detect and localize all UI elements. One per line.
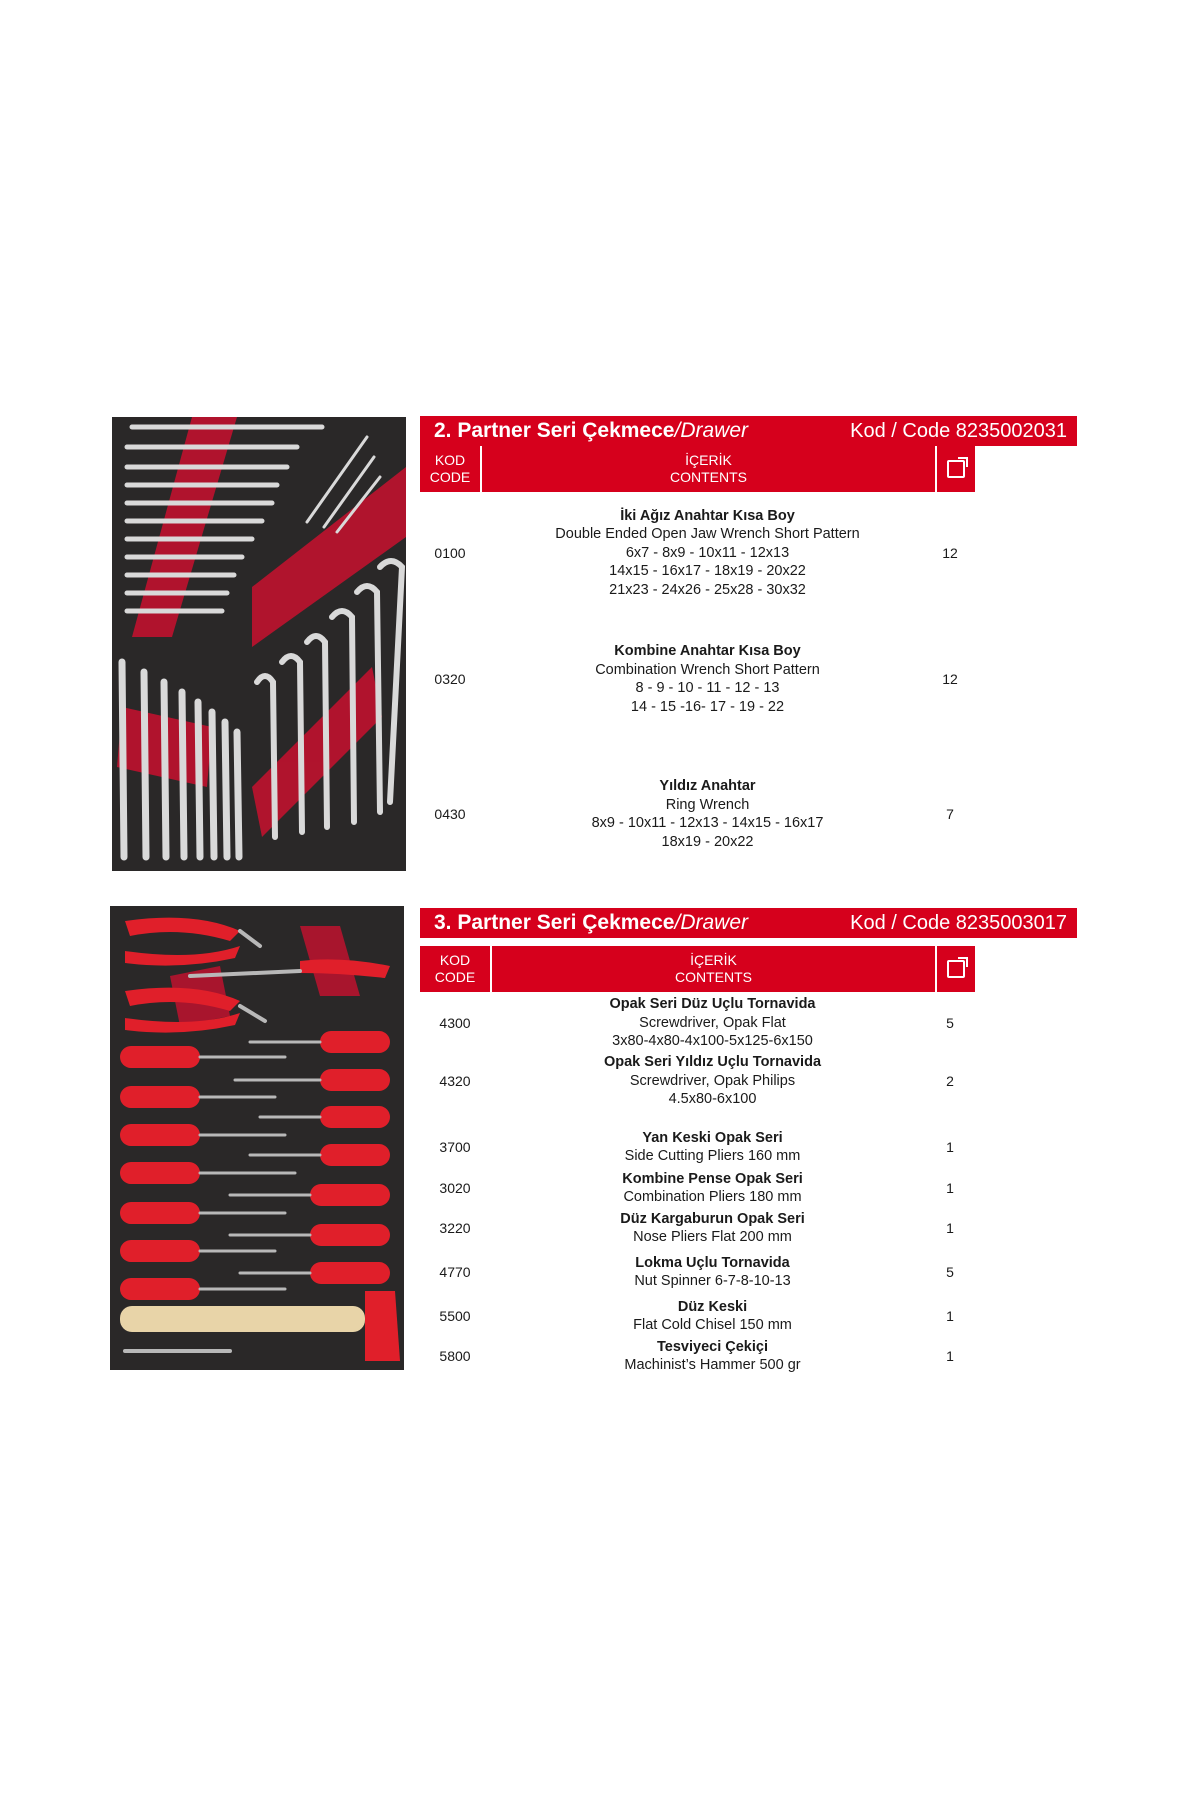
drawer-3-photo (110, 906, 404, 1370)
pliers-screwdrivers-illustration (110, 906, 404, 1370)
item-code: 3220 (439, 1220, 471, 1236)
item-sizes: 8 - 9 - 10 - 11 - 12 - 13 (635, 680, 780, 696)
item-name: Tesviyeci Çekiçi (657, 1338, 768, 1355)
item-description: Flat Cold Chisel 150 mm (633, 1317, 792, 1333)
table-row (420, 505, 965, 601)
item-code: 5500 (439, 1308, 471, 1324)
item-description: Ring Wrench (665, 796, 750, 813)
item-sizes: 3x80-4x80-4x100-5x125-6x150 (612, 1033, 813, 1050)
item-description: Side Cutting Pliers 160 mm (624, 1148, 801, 1164)
item-contents (480, 507, 935, 600)
drawer-2-code: Kod / Code 8235002031 (850, 419, 1067, 442)
item-name: Opak Seri Düz Uçlu Tornavida (609, 996, 816, 1013)
item-name: Düz Keski (677, 1298, 748, 1315)
item-code: 3020 (439, 1180, 471, 1196)
table-row (420, 1296, 965, 1336)
item-description: Machinist’s Hammer 500 gr (624, 1357, 801, 1373)
item-sizes: 14x15 - 16x17 - 18x19 - 20x22 (609, 563, 806, 580)
item-contents (490, 1298, 935, 1335)
item-quantity: 12 (942, 671, 958, 687)
quantity-header (935, 446, 975, 492)
item-description: Screwdriver, Opak Philips (629, 1072, 796, 1089)
item-quantity: 12 (942, 545, 958, 561)
item-quantity: 1 (946, 1180, 954, 1196)
item-code: 0320 (434, 671, 466, 687)
item-name: Yıldız Anahtar (659, 778, 756, 794)
table-row (420, 1052, 965, 1110)
table-row (420, 994, 965, 1052)
item-contents (490, 1170, 935, 1207)
drawer-3-title: 3. Partner Seri Çekmece/Drawer (434, 911, 748, 934)
drawer-3-code: Kod / Code 8235003017 (850, 911, 1067, 934)
item-name: Kombine Pense Opak Seri (622, 1170, 803, 1187)
wrench-set-illustration (112, 417, 406, 871)
table-row (420, 1252, 965, 1292)
item-description: Combination Pliers 180 mm (623, 1189, 802, 1205)
table-row (420, 1168, 965, 1208)
item-contents (490, 1053, 935, 1109)
item-quantity: 1 (946, 1308, 954, 1324)
item-quantity: 2 (946, 1073, 954, 1089)
table-row (420, 776, 965, 852)
drawer-2-photo (112, 417, 406, 871)
item-name: Yan Keski Opak Seri (642, 1129, 783, 1146)
table-row (420, 1336, 965, 1376)
item-quantity: 5 (946, 1015, 954, 1031)
contents-header: İÇERİK CONTENTS (490, 946, 935, 992)
item-code: 0100 (434, 545, 466, 561)
drawer-2-title: 2. Partner Seri Çekmece/Drawer (434, 419, 748, 442)
item-name: İki Ağız Anahtar Kısa Boy (620, 507, 795, 524)
quantity-header (935, 946, 975, 992)
kod-code-header: KOD CODE (420, 446, 480, 492)
item-sizes: 8x9 - 10x11 - 12x13 - 14x15 - 16x17 (591, 815, 824, 831)
item-contents (490, 1338, 935, 1375)
item-sizes: 21x23 - 24x26 - 25x28 - 30x32 (609, 581, 806, 598)
item-code: 3700 (439, 1139, 471, 1155)
item-description: Double Ended Open Jaw Wrench Short Pattern (555, 526, 860, 543)
item-code: 5800 (439, 1348, 471, 1364)
table-row (420, 1208, 965, 1248)
item-quantity: 5 (946, 1264, 954, 1280)
item-quantity: 1 (946, 1348, 954, 1364)
table-row (420, 1127, 965, 1167)
item-description: Nose Pliers Flat 200 mm (633, 1229, 792, 1245)
item-contents (490, 1210, 935, 1247)
item-quantity: 1 (946, 1139, 954, 1155)
item-description: Combination Wrench Short Pattern (595, 661, 820, 678)
item-code: 4300 (439, 1015, 471, 1031)
item-contents (480, 642, 935, 716)
contents-header: İÇERİK CONTENTS (480, 446, 935, 492)
item-name: Lokma Uçlu Tornavida (635, 1254, 790, 1271)
item-contents (490, 1129, 935, 1166)
item-sizes: 4.5x80-6x100 (668, 1091, 757, 1108)
item-sizes: 18x19 - 20x22 (661, 833, 754, 850)
item-contents (490, 995, 935, 1051)
kod-code-header: KOD CODE (420, 946, 490, 992)
item-contents (480, 777, 935, 851)
item-code: 4320 (439, 1073, 471, 1089)
item-quantity: 1 (946, 1220, 954, 1236)
drawer-2-title-bar (420, 416, 1077, 446)
drawer-3-table-header (420, 946, 975, 992)
item-quantity: 7 (946, 806, 954, 822)
item-sizes: 6x7 - 8x9 - 10x11 - 12x13 (625, 544, 790, 561)
item-name: Opak Seri Yıldız Uçlu Tornavida (603, 1054, 822, 1071)
item-description: Screwdriver, Opak Flat (639, 1014, 786, 1031)
box-icon (947, 960, 965, 978)
drawer-3-title-bar (420, 908, 1077, 938)
item-description: Nut Spinner 6-7-8-10-13 (634, 1273, 791, 1289)
item-name: Kombine Anahtar Kısa Boy (614, 643, 801, 659)
item-sizes: 14 - 15 -16- 17 - 19 - 22 (630, 698, 785, 715)
item-code: 4770 (439, 1264, 471, 1280)
item-name: Düz Kargaburun Opak Seri (620, 1210, 805, 1227)
drawer-2-table-header (420, 446, 975, 492)
table-row (420, 641, 965, 717)
item-contents (490, 1254, 935, 1291)
box-icon (947, 460, 965, 478)
item-code: 0430 (434, 806, 466, 822)
